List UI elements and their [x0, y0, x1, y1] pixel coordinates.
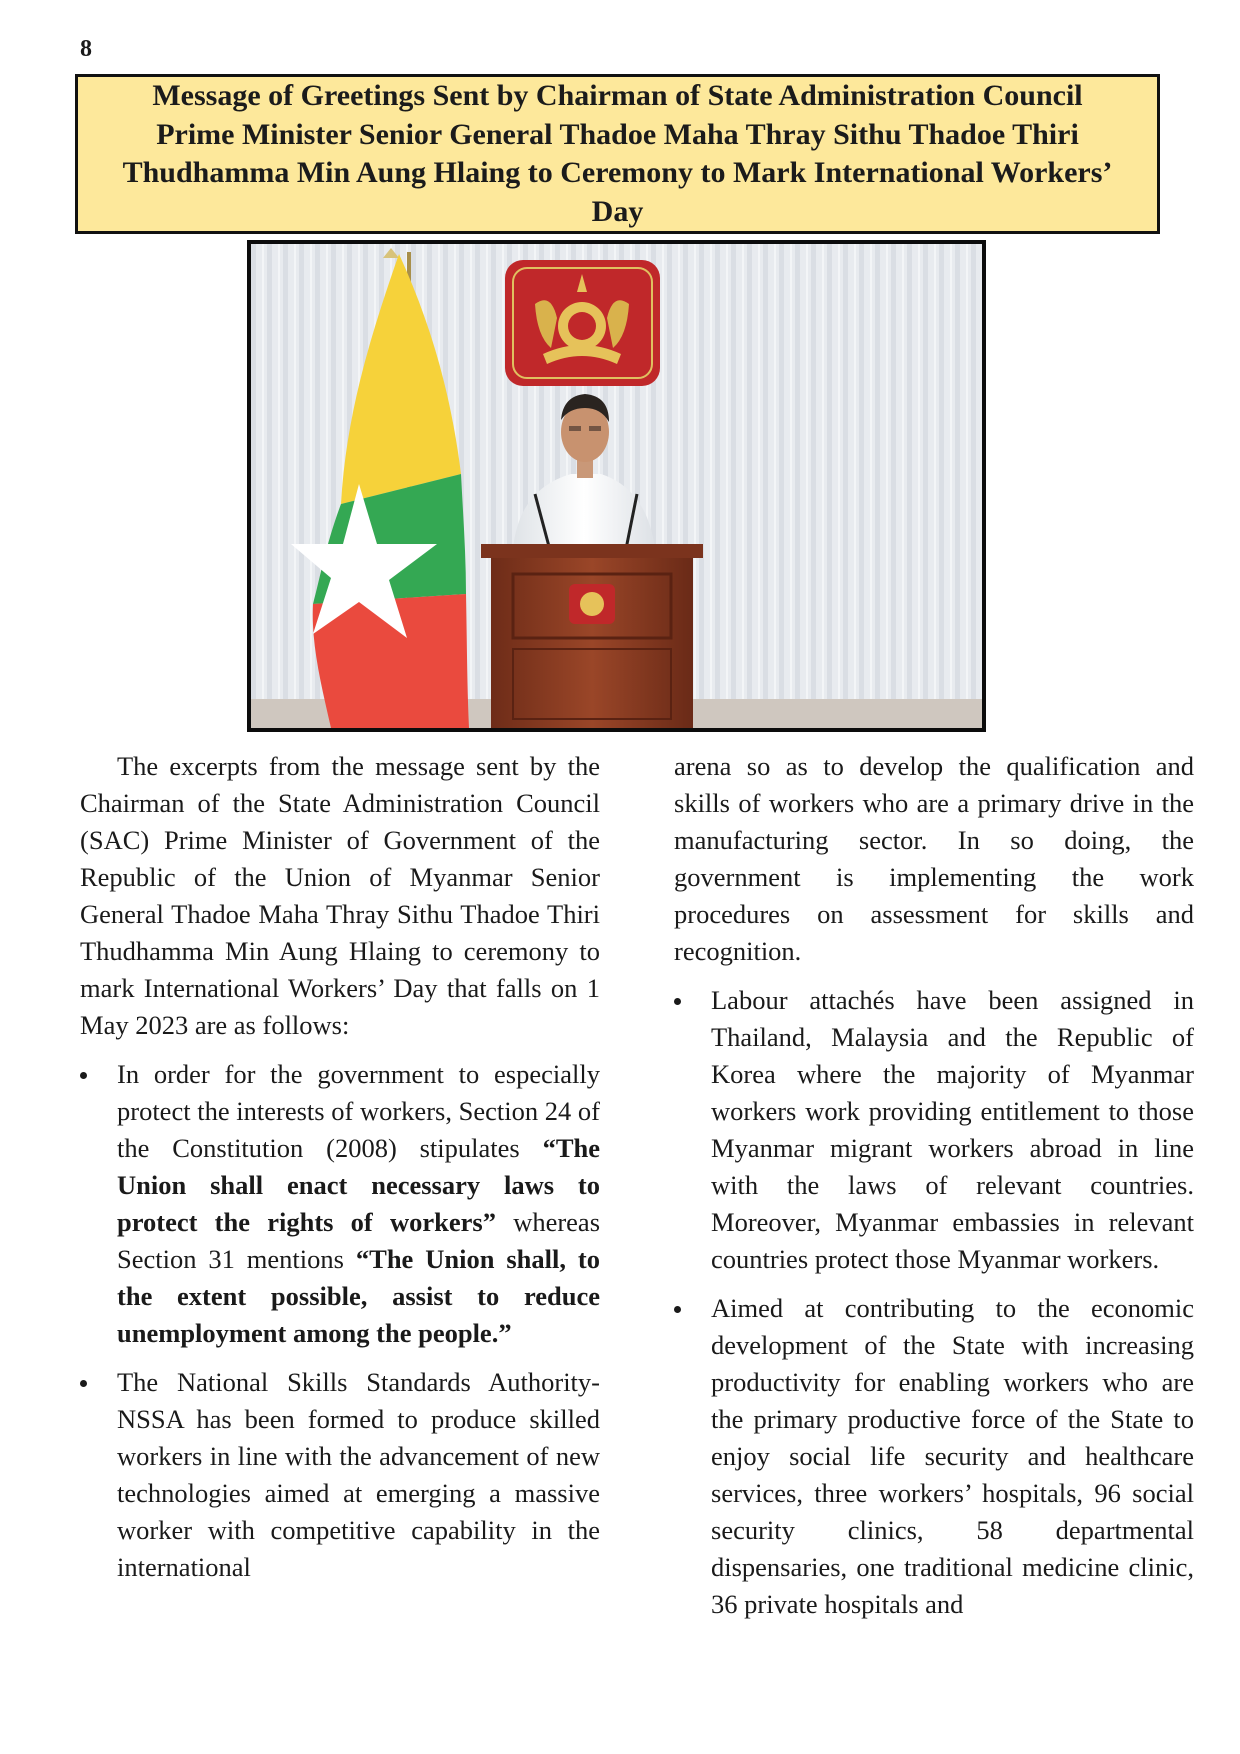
key-points-list-continued: [674, 982, 1194, 1623]
bullet-text: whereas Section 31 mentions: [117, 1207, 601, 1274]
page-number: 8: [80, 36, 92, 62]
bullet-icon: [80, 1380, 87, 1387]
constitution-quote: “The Union shall enact necessary laws to protect the rights of workers”: [117, 1133, 600, 1237]
list-item: [80, 1056, 600, 1352]
bullet-icon: [674, 1306, 681, 1313]
speech-scene-image: [251, 244, 982, 728]
title-banner: [75, 74, 1160, 234]
speech-photo: [247, 240, 986, 732]
title-line: Thudhamma Min Aung Hlaing to Ceremony to Mark International Workers’: [122, 156, 1113, 189]
key-points-list: [80, 1056, 600, 1586]
left-column: [80, 748, 600, 1586]
bullet-icon: [80, 1072, 87, 1079]
list-item: [674, 982, 1194, 1278]
bullet-text: In order for the government to especially protect the interests of workers, Section 24 of the Constitution (2008) stipulates: [117, 1059, 600, 1163]
intro-paragraph: The excerpts from the message sent by the Chairman of the State Administration Council (SAC) Prime Minister of Government of the Republic of the Union of Myanmar Senior General Thadoe Maha Thray Sithu Thadoe Thiri Thudhamma Min Aung Hlaing to ceremony to mark International Workers’ Day that falls on 1 May 2023 are as follows:: [80, 751, 600, 1040]
continued-paragraph: [674, 748, 1194, 970]
state-emblem-icon: [505, 260, 660, 386]
title-line: Prime Minister Senior General Thadoe Maha Thray Sithu Thadoe Thiri: [156, 117, 1079, 151]
list-item: [674, 1290, 1194, 1623]
page-title: [123, 77, 1113, 231]
list-item: [80, 1364, 600, 1586]
bullet-text: Aimed at contributing to the economic development of the State with increasing productivity for enabling workers who are the primary productive force of the State to enjoy social life security and healthcare services, three workers’ hospitals, 96 social security clinics, 58 departmental dispensaries, one traditional medicine clinic, 36 private hospitals and: [711, 1293, 1194, 1619]
bullet-text: The National Skills Standards Authority-NSSA has been formed to produce skilled workers in line with the advancement of new technologies aimed at emerging a massive worker with competitive capability in the international: [117, 1367, 600, 1582]
title-line: Message of Greetings Sent by Chairman of State Administration Council: [152, 79, 1083, 112]
bullet-icon: [674, 998, 681, 1005]
continued-text: arena so as to develop the qualification and skills of workers who are a primary drive in the manufacturing sector. In so doing, the government is implementing the work procedures on assessment for skills and recognition.: [674, 751, 1194, 966]
right-column: [674, 748, 1194, 1623]
podium: [481, 544, 703, 728]
bullet-text: Labour attachés have been assigned in Thailand, Malaysia and the Republic of Korea where the majority of Myanmar workers work providing entitlement to those Myanmar migrant workers abroad in line with the laws of relevant countries. Moreover, Myanmar embassies in relevant countries protect those Myanmar workers.: [711, 985, 1194, 1274]
constitution-quote: “The Union shall, to the extent possible, assist to reduce unemployment among the people.”: [117, 1244, 600, 1348]
title-line: Day: [591, 194, 644, 228]
